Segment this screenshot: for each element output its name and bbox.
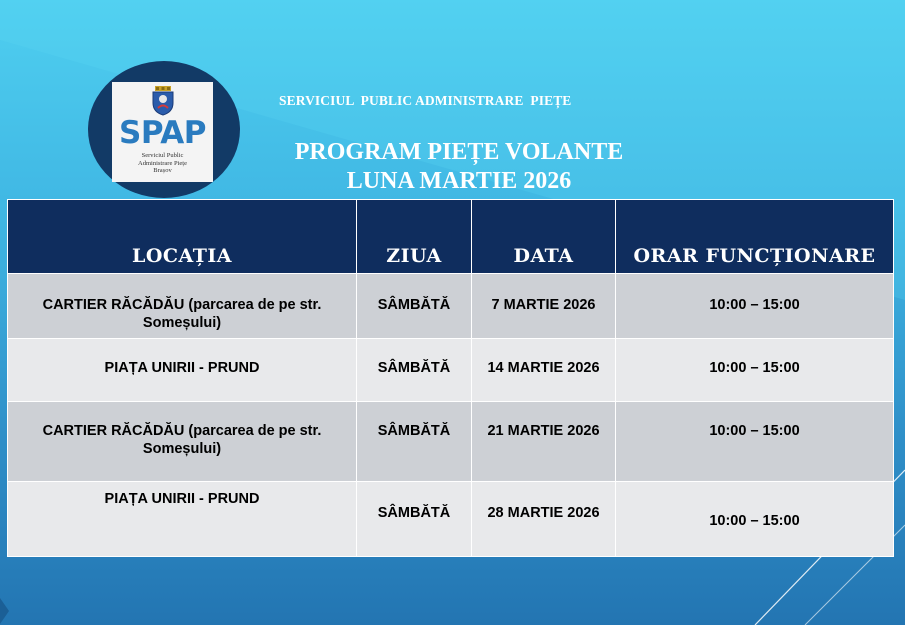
brasov-crest-icon bbox=[150, 86, 176, 116]
table-row bbox=[8, 402, 894, 482]
cell-hours: 10:00 – 15:00 bbox=[616, 482, 894, 557]
logo-wordmark: SPAP bbox=[119, 115, 206, 151]
cell-hours: 10:00 – 15:00 bbox=[616, 339, 894, 402]
column-header-day: ZIUA bbox=[357, 200, 472, 274]
column-header-hours: ORAR FUNCȚIONARE bbox=[616, 200, 894, 274]
cell-date: 7 MARTIE 2026 bbox=[472, 274, 616, 339]
page-title bbox=[250, 138, 668, 196]
cell-day: SÂMBĂTĂ bbox=[357, 339, 472, 402]
column-header-location: LOCAȚIA bbox=[8, 200, 357, 274]
table-row bbox=[8, 274, 894, 339]
cell-location: PIAȚA UNIRII - PRUND bbox=[8, 339, 357, 402]
cell-hours: 10:00 – 15:00 bbox=[616, 402, 894, 482]
cell-date: 28 MARTIE 2026 bbox=[472, 482, 616, 557]
title-line-program: PROGRAM PIEȚE VOLANTE bbox=[294, 139, 624, 165]
cell-day: SÂMBĂTĂ bbox=[357, 482, 472, 557]
cell-location: CARTIER RĂCĂDĂU (parcarea de pe str. Someșului) bbox=[8, 402, 357, 482]
cell-date: 14 MARTIE 2026 bbox=[472, 339, 616, 402]
cell-day: SÂMBĂTĂ bbox=[357, 274, 472, 339]
cell-date: 21 MARTIE 2026 bbox=[472, 402, 616, 482]
spap-logo bbox=[112, 82, 213, 182]
title-line-month: LUNA MARTIE 2026 bbox=[346, 168, 572, 194]
organization-name: SERVICIUL PUBLIC ADMINISTRARE PIEȚE bbox=[279, 93, 572, 108]
schedule-table bbox=[7, 199, 894, 557]
logo-subtitle: Serviciul Public Administrare Piețe Brașov bbox=[138, 152, 187, 174]
cell-location: CARTIER RĂCĂDĂU (parcarea de pe str. Someșului) bbox=[8, 274, 357, 339]
table-row bbox=[8, 482, 894, 557]
table-row bbox=[8, 339, 894, 402]
table-header-row bbox=[8, 200, 894, 274]
cell-location: PIAȚA UNIRII - PRUND bbox=[8, 482, 357, 557]
cell-day: SÂMBĂTĂ bbox=[357, 402, 472, 482]
column-header-date: DATA bbox=[472, 200, 616, 274]
cell-hours: 10:00 – 15:00 bbox=[616, 274, 894, 339]
